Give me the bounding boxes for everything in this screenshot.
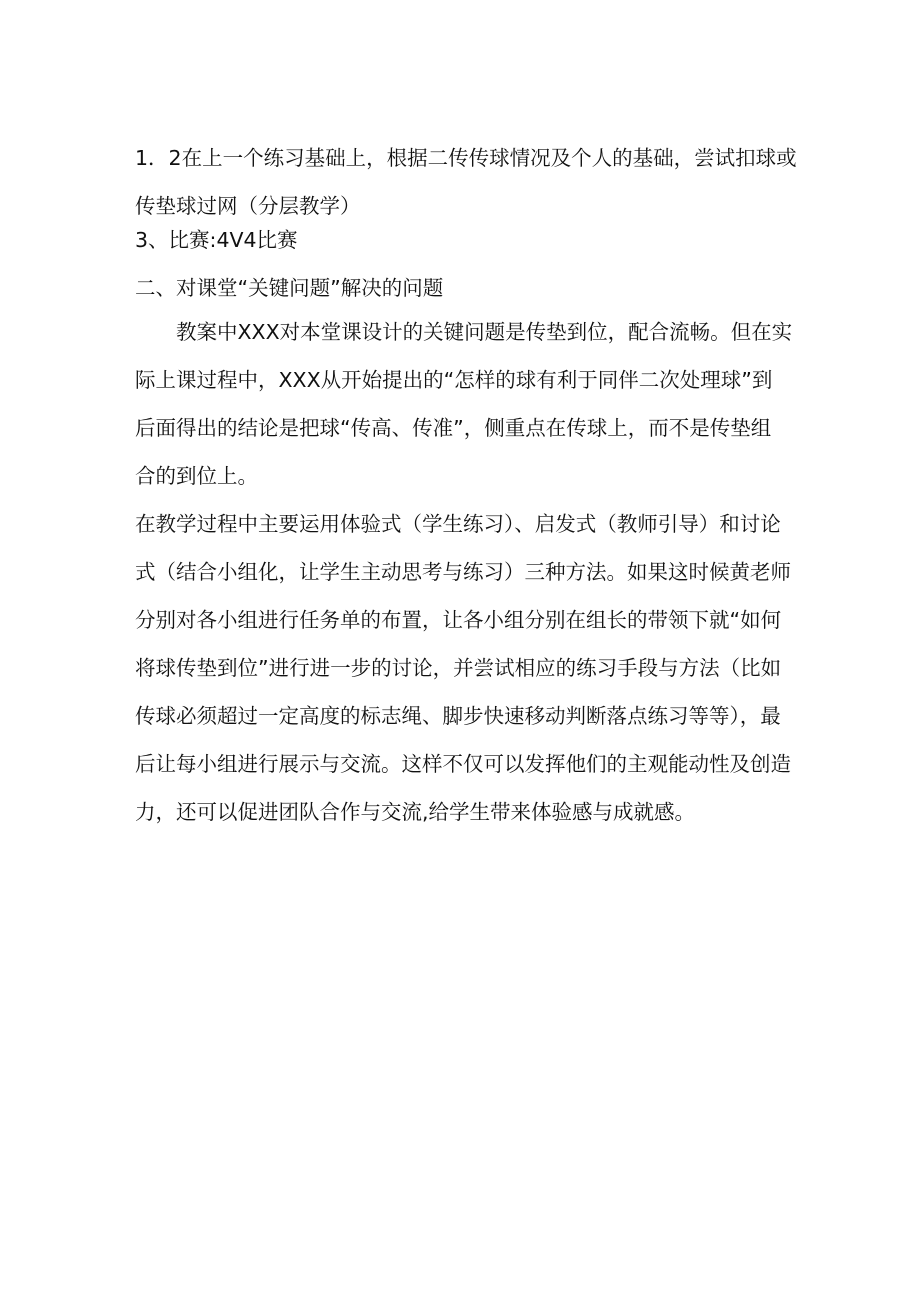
paragraph-2-line-1: 在教学过程中主要运用体验式（学生练习）、启发式（教师引导）和讨论 — [135, 512, 781, 536]
paragraph-2-line-3: 分别对各小组进行任务单的布置，让各小组分别在组长的带领下就“如何 — [135, 608, 782, 632]
paragraph-2-line-5: 传球必须超过一定高度的标志绳、脚步快速移动判断落点练习等等），最 — [135, 704, 781, 728]
section-heading: 二、对课堂“关键问题”解决的问题 — [135, 276, 444, 300]
paragraph-2-line-2: 式（结合小组化，让学生主动思考与练习）三种方法。如果这时候黄老师 — [135, 560, 791, 584]
paragraph-2-line-6: 后让每小组进行展示与交流。这样不仅可以发挥他们的主观能动性及创造 — [135, 752, 791, 776]
item-3-match: 3、比赛:4V4比赛 — [135, 228, 298, 252]
paragraph-1-line-1: 教案中XXX对本堂课设计的关键问题是传垫到位，配合流畅。但在实 — [176, 320, 793, 344]
item-1-2-line-2: 传垫球过网（分层教学） — [135, 194, 361, 218]
paragraph-1-line-2: 际上课过程中，XXX从开始提出的“怎样的球有利于同伴二次处理球”到 — [135, 368, 773, 392]
item-1-2-line-1: 1．2在上一个练习基础上，根据二传传球情况及个人的基础，尝试扣球或 — [135, 146, 797, 170]
paragraph-1-line-3: 后面得出的结论是把球“传高、传准”，侧重点在传球上，而不是传垫组 — [135, 416, 772, 440]
paragraph-2-line-7: 力，还可以促进团队合作与交流,给学生带来体验感与成就感。 — [135, 800, 696, 824]
paragraph-2-line-4: 将球传垫到位”进行进一步的讨论，并尝试相应的练习手段与方法（比如 — [135, 656, 782, 680]
paragraph-1-line-4: 合的到位上。 — [135, 464, 258, 488]
